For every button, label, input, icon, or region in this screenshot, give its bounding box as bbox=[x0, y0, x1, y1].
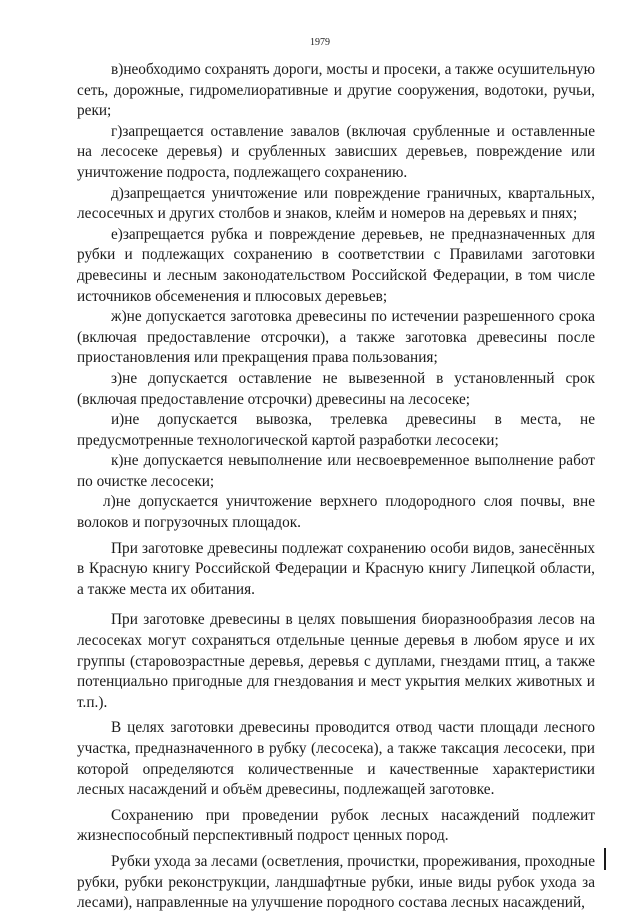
document-body bbox=[77, 60, 595, 914]
paragraph-item-e: е)запрещается рубка и повреждение деревьев, не предназначенных для рубки и подлежащих сохранению в соответствии с Правилами заготовки древесины и лесным законодательством Российской Федерации, в том числе источников обсеменения и плюсовых деревьев; bbox=[77, 225, 595, 305]
paragraph-item-i: и)не допускается вывозка, трелевка древесины в места, не предусмотренные технологической картой разработки лесосеки; bbox=[77, 411, 595, 449]
paragraph-item-zh: ж)не допускается заготовка древесины по истечении разрешенного срока (включая предоставление отсрочки), а также заготовка древесины после приостановления или прекращения права пользования; bbox=[77, 308, 595, 367]
paragraph-allotment: В целях заготовки древесины проводится отвод части площади лесного участка, предназначенного в рубку (лесосека), а также таксация лесосеки, при которой определяются количественные и качественные характеристики лесных насаждений и объём древесины, подлежащей заготовке. bbox=[77, 719, 595, 799]
paragraph-item-d: д)запрещается уничтожение или повреждение граничных, квартальных, лесосечных и других столбов и знаков, клейм и номеров на деревьях и пнях; bbox=[77, 184, 595, 223]
paragraph-item-v: в)необходимо сохранять дороги, мосты и просеки, а также осушительную сеть, дорожные, гидромелиоративные и другие сооружения, водотоки, ручьи, реки; bbox=[77, 61, 595, 120]
page-number: 1979 bbox=[310, 37, 330, 48]
paragraph-item-k: к)не допускается невыполнение или несвоевременное выполнение работ по очистке лесосеки; bbox=[77, 452, 595, 490]
paragraph-red-book: При заготовке древесины подлежат сохранению особи видов, занесённых в Красную книгу Российской Федерации и Красную книгу Липецкой области, а также места их обитания. bbox=[77, 539, 595, 598]
paragraph-item-l: л)не допускается уничтожение верхнего плодородного слоя почвы, вне волоков и погрузочных площадок. bbox=[77, 493, 595, 532]
paragraph-thinning: Рубки ухода за лесами (осветления, прочистки, прореживания, проходные рубки, рубки реконструкции, ландшафтные рубки, иные виды рубок ухода за лесами), направленные на улучшение породного состава лесных насаждений, bbox=[77, 852, 595, 912]
paragraph-item-g: г)запрещается оставление завалов (включая срубленные и оставленные на лесосеке деревья) и срубленных зависших деревьев, повреждение или уничтожение подроста, подлежащего сохранению. bbox=[77, 122, 595, 181]
margin-change-bar bbox=[604, 848, 606, 870]
paragraph-undergrowth: Сохранению при проведении рубок лесных насаждений подлежит жизнеспособный перспективный подрост ценных пород. bbox=[77, 806, 595, 845]
paragraph-biodiversity: При заготовке древесины в целях повышения биоразнообразия лесов на лесосеках могут сохраняться отдельные ценные деревья в любом ярусе и их группы (старовозрастные деревья, деревья с дуплами, гнездами птиц, а также потенциально пригодные для гнездования и мест укрытия мелких животных и т.п.). bbox=[77, 611, 595, 711]
paragraph-item-z: з)не допускается оставление не вывезенной в установленный срок (включая предоставление отсрочки) древесины на лесосеке; bbox=[77, 369, 595, 408]
